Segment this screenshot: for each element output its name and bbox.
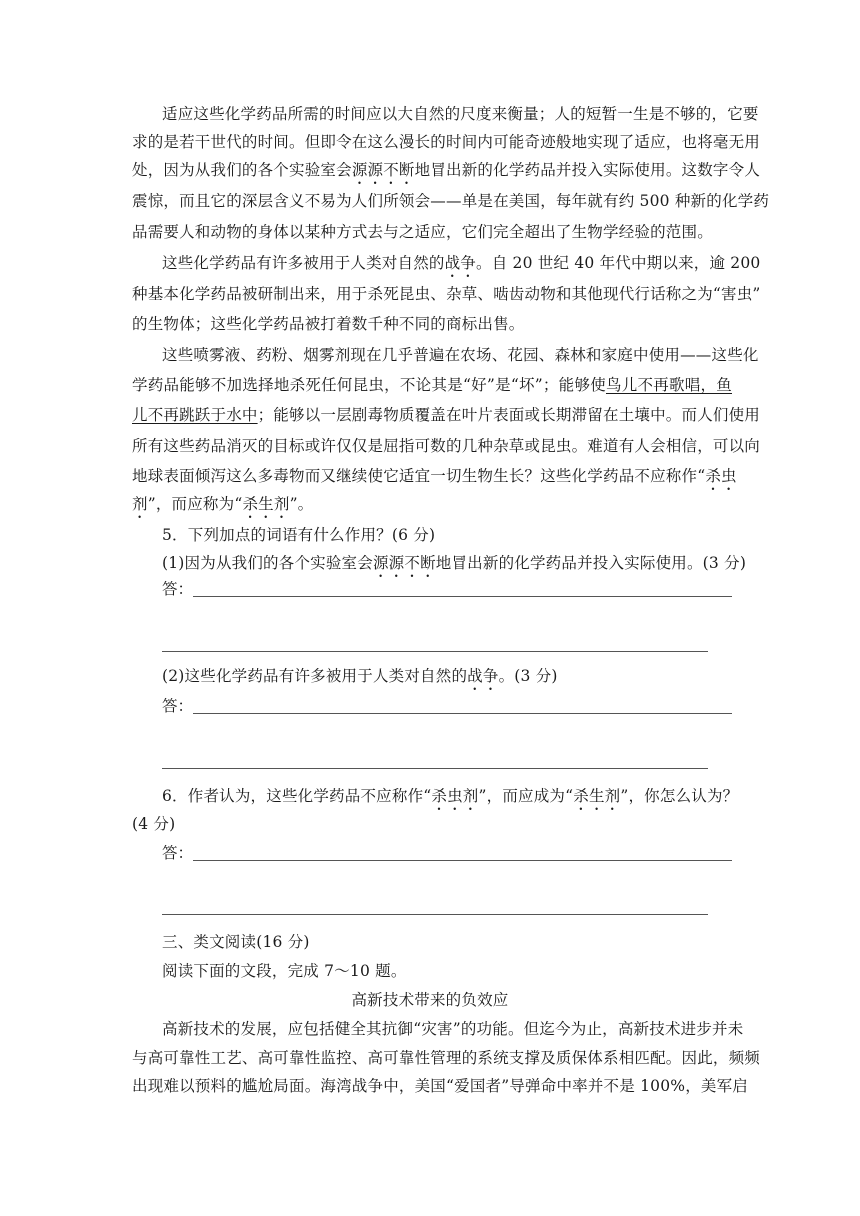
section-heading: 三、类文阅读(16 分)	[162, 933, 310, 951]
section-instruction: 阅读下面的文段，完成 7～10 题。	[162, 962, 407, 980]
passage-line: 品需要人和动物的身体以某种方式去与之适应，它们完全超出了生物学经验的范围。	[132, 223, 713, 241]
answer-label: 答：	[162, 697, 194, 715]
emphasized-phrase: 杀生剂	[573, 787, 621, 805]
passage-line: 这些化学药品有许多被用于人类对自然的战争。自 20 世纪 40 年代中期以来，逾 200	[162, 254, 761, 272]
answer-line	[193, 712, 732, 714]
emphasized-phrase: 杀虫	[705, 467, 737, 485]
answer-line	[193, 859, 732, 861]
answer-line	[193, 595, 732, 597]
answer-blank-line[interactable]	[162, 768, 708, 769]
passage-line: 适应这些化学药品所需的时间应以大自然的尺度来衡量；人的短暂一生是不够的，它要	[162, 105, 759, 123]
answer-label: 答：	[162, 580, 194, 598]
passage-line: 出现难以预料的尴尬局面。海湾战争中，美国“爱国者”导弹命中率并不是 100%，美军启	[132, 1077, 748, 1095]
answer-blank-line[interactable]	[162, 651, 708, 652]
passage-line: 这些喷雾液、药粉、烟雾剂现在几乎普遍在农场、花园、森林和家庭中使用——这些化	[162, 346, 759, 364]
question-6-points: (4 分)	[132, 815, 176, 833]
emphasized-phrase: 剂	[132, 495, 148, 513]
question-5-sub-2: (2)这些化学药品有许多被用于人类对自然的战争。(3 分)	[162, 667, 558, 685]
answer-blank-line[interactable]	[162, 914, 708, 915]
passage-line: 处，因为从我们的各个实验室会源源不断地冒出新的化学药品并投入实际使用。这数字令人	[132, 161, 761, 179]
emphasized-phrase: 杀虫剂	[431, 787, 479, 805]
passage-line: 的生物体；这些化学药品被打着数千种不同的商标出售。	[132, 315, 525, 333]
passage-line: 求的是若干世代的时间。但即令在这么漫长的时间内可能奇迹般地实现了适应，也将毫无用	[132, 133, 761, 151]
underlined-phrase: 鸟儿不再歌唱，鱼	[605, 376, 732, 394]
answer-label: 答：	[162, 844, 194, 862]
emphasized-phrase: 源源不断	[372, 554, 436, 572]
passage-line: 种基本化学药品被研制出来，用于杀死昆虫、杂草、啮齿动物和其他现代行话称之为“害虫”	[132, 285, 761, 303]
question-6-title: 6．作者认为，这些化学药品不应称作“杀虫剂”，而应成为“杀生剂”，你怎么认为？	[162, 787, 739, 805]
answer-field[interactable]	[162, 576, 732, 602]
emphasized-phrase: 战争	[467, 667, 499, 685]
passage-line: 所有这些药品消灭的目标或许仅仅是屈指可数的几种杂草或昆虫。难道有人会相信，可以向	[132, 437, 761, 455]
passage-line: 与高可靠性工艺、高可靠性监控、高可靠性管理的系统支撑及质保体系相匹配。因此，频频	[132, 1049, 761, 1067]
passage-line: 高新技术的发展，应包括健全其抗御“灾害”的功能。但迄今为止，高新技术进步并未	[162, 1020, 744, 1038]
underlined-phrase: 儿不再跳跃于水中	[132, 406, 258, 424]
passage-line: 儿不再跳跃于水中；能够以一层剧毒物质覆盖在叶片表面或长期滞留在土壤中。而人们使用	[132, 406, 761, 424]
emphasized-phrase: 战争	[444, 254, 477, 272]
answer-field[interactable]	[162, 840, 732, 866]
emphasized-phrase: 杀生剂	[242, 495, 290, 513]
question-5-sub-1: (1)因为从我们的各个实验室会源源不断地冒出新的化学药品并投入实际使用。(3 分)	[162, 554, 747, 572]
passage-line: 学药品能够不加选择地杀死任何昆虫，不论其是“好”是“坏”；能够使鸟儿不再歌唱，鱼	[132, 376, 732, 394]
passage-line: 剂”，而应称为“杀生剂”。	[132, 495, 314, 513]
article-title: 高新技术带来的负效应	[351, 991, 509, 1009]
question-5-title: 5．下列加点的词语有什么作用？(6 分)	[162, 526, 436, 544]
emphasized-phrase: 源源不断	[351, 161, 415, 179]
passage-line: 地球表面倾泻这么多毒物而又继续使它适宜一切生物生长？这些化学药品不应称作“杀虫	[132, 467, 737, 485]
passage-line: 震惊，而且它的深层含义不易为人们所领会——单是在美国，每年就有约 500 种新的化学药	[132, 192, 770, 210]
answer-field[interactable]	[162, 693, 732, 719]
